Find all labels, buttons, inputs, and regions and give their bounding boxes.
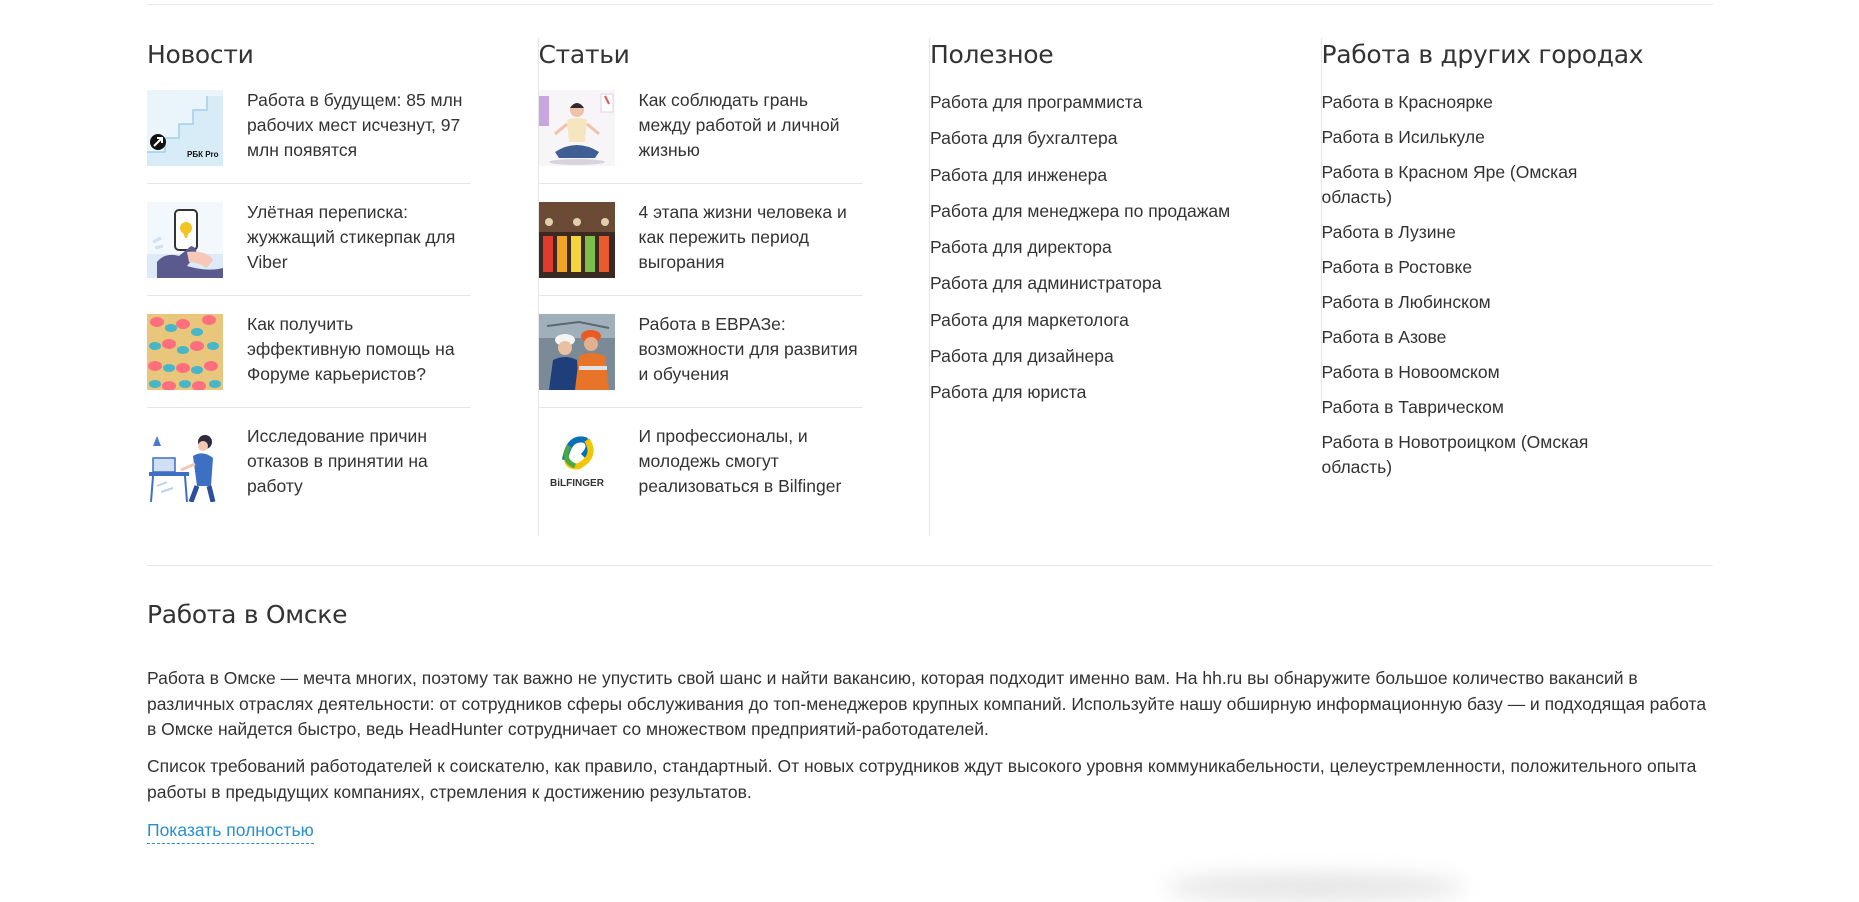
article-item-title[interactable]: Как соблюдать грань между работой и личной жизнью	[638, 90, 840, 160]
news-thumb-speech-bubbles	[147, 314, 223, 390]
article-thumb-colored-doors	[539, 202, 615, 278]
cities-column	[1322, 38, 1714, 502]
news-item[interactable]	[147, 314, 471, 408]
article-item-title[interactable]: Работа в ЕВРАЗе: возможности для развития и обучения	[638, 314, 858, 384]
city-link[interactable]: Работа в Новотроицком (Омская область)	[1321, 432, 1589, 477]
news-item[interactable]	[147, 426, 471, 502]
news-column	[147, 38, 539, 502]
useful-column	[930, 38, 1322, 502]
news-item-title[interactable]: Как получить эффективную помощь на Форуме карьеристов?	[247, 314, 455, 384]
city-link[interactable]: Работа в Исилькуле	[1321, 127, 1485, 147]
bilfinger-logo	[539, 426, 615, 502]
news-item-title[interactable]: Работа в будущем: 85 млн рабочих мест исчезнут, 97 млн появятся	[247, 90, 463, 160]
city-link[interactable]: Работа в Любинском	[1321, 292, 1491, 312]
news-list	[147, 90, 471, 502]
useful-link-director[interactable]: Работа для директора	[930, 237, 1112, 258]
articles-list	[539, 90, 863, 502]
about-paragraph-2: Список требований работодателей к соискателю, как правило, стандартный. От новых сотрудников ждут высокого уровня коммуникабельности, целеустремленности, положительного опыта работы в предыдущих компаниях, стремления к достижению результатов.	[147, 756, 1697, 802]
useful-link-sales-manager[interactable]: Работа для менеджера по продажам	[930, 200, 1231, 221]
articles-heading: Статьи	[538, 40, 630, 69]
article-item[interactable]	[539, 314, 863, 408]
city-link[interactable]: Работа в Ростовке	[1321, 257, 1473, 277]
useful-link-designer[interactable]: Работа для дизайнера	[930, 346, 1114, 367]
svg-text:BiLFINGER: BiLFINGER	[549, 478, 604, 489]
news-item-title[interactable]: Улётная переписка: жужжащий стикерпак для Viber	[247, 202, 456, 272]
article-item[interactable]	[539, 202, 863, 296]
useful-link-programmer[interactable]: Работа для программиста	[930, 92, 1143, 112]
floating-shadow	[1165, 872, 1465, 902]
city-link[interactable]: Работа в Красном Яре (Омская область)	[1321, 162, 1578, 207]
city-link[interactable]: Работа в Таврическом	[1321, 397, 1504, 417]
city-links	[1322, 90, 1714, 480]
useful-link-administrator[interactable]: Работа для администратора	[930, 273, 1162, 294]
city-link[interactable]: Работа в Азове	[1321, 327, 1447, 347]
articles-column	[539, 38, 931, 502]
show-more-link[interactable]: Показать полностью	[147, 818, 314, 844]
city-link[interactable]: Работа в Красноярке	[1321, 92, 1493, 112]
cities-heading: Работа в других городах	[1321, 40, 1644, 69]
about-paragraph-1: Работа в Омске — мечта многих, поэтому так важно не упустить свой шанс и найти вакансию, которая подходит именно вам. На hh.ru вы обнаружите большое количество вакансий в различных отраслях деятельности: от сотрудников сферы обслуживания до топ-менеджеров крупных компаний. Используйте нашу обширную информационную базу — и подходящая работа в Омске найдется быстро, ведь HeadHunter сотрудничает со множеством предприятий-работодателей.	[147, 668, 1707, 739]
useful-link-engineer[interactable]: Работа для инженера	[930, 164, 1108, 185]
article-item[interactable]	[539, 426, 863, 502]
article-item-title[interactable]: И профессионалы, и молодежь смогут реализоваться в Bilfinger	[638, 426, 842, 496]
news-item[interactable]	[147, 90, 471, 184]
news-item-title[interactable]: Исследование причин отказов в принятии на работу	[247, 426, 428, 496]
useful-link-marketer[interactable]: Работа для маркетолога	[930, 309, 1129, 330]
news-thumb-future-work	[147, 90, 223, 166]
news-thumb-sticker-phone	[147, 202, 223, 278]
useful-links	[930, 90, 1322, 405]
news-heading: Новости	[147, 40, 254, 69]
news-thumb-office-worker	[147, 426, 223, 502]
city-link[interactable]: Работа в Лузине	[1321, 222, 1456, 242]
article-thumb-meditation	[539, 90, 615, 166]
useful-link-accountant[interactable]: Работа для бухгалтера	[930, 128, 1118, 149]
columns	[147, 38, 1713, 502]
section-divider	[147, 565, 1713, 566]
svg-text:РБК Pro: РБК Pro	[187, 150, 219, 159]
city-link[interactable]: Работа в Новоомском	[1321, 362, 1500, 382]
useful-heading: Полезное	[930, 40, 1054, 69]
article-item-title[interactable]: 4 этапа жизни человека и как пережить период выгорания	[638, 202, 847, 272]
useful-link-lawyer[interactable]: Работа для юриста	[930, 382, 1087, 403]
article-item[interactable]	[539, 90, 863, 184]
top-divider	[147, 4, 1713, 5]
about-heading: Работа в Омске	[147, 600, 348, 629]
article-thumb-workers	[539, 314, 615, 390]
news-item[interactable]	[147, 202, 471, 296]
